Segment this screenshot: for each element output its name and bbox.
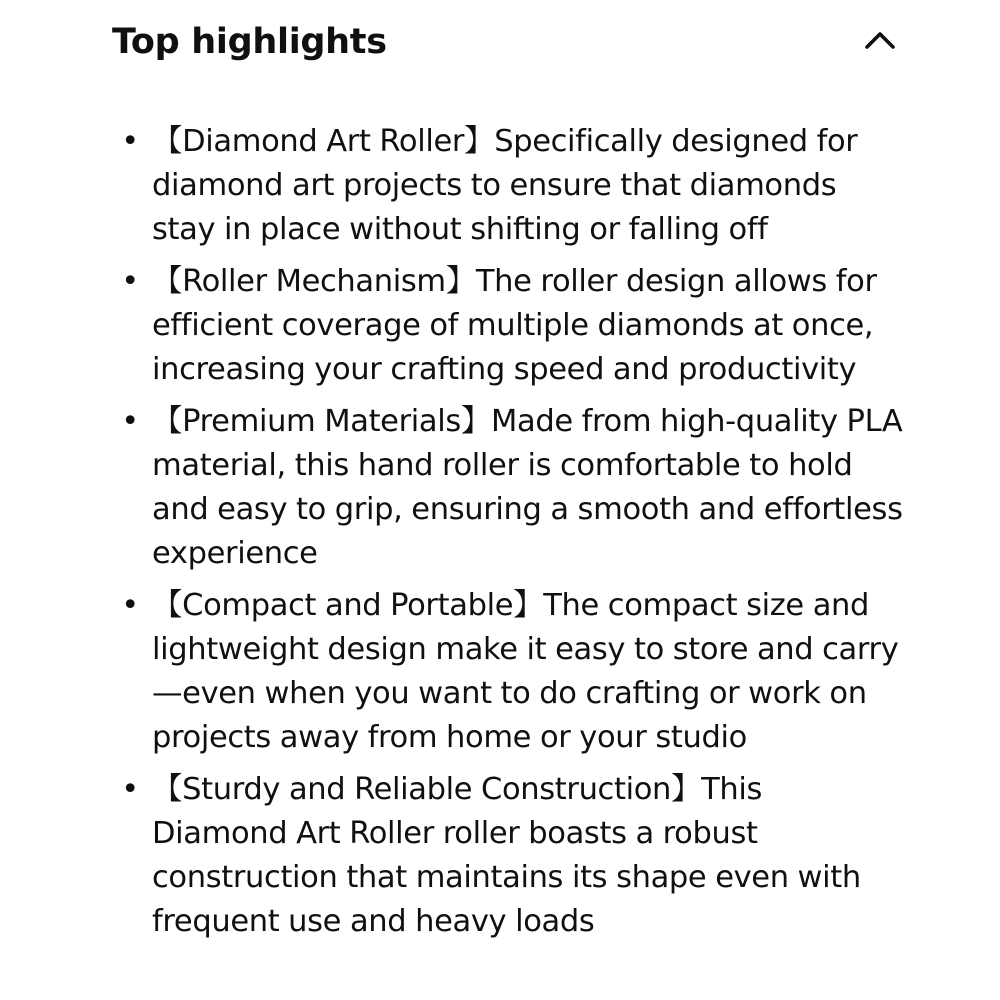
- highlights-header: [112, 14, 902, 70]
- bullet-icon: •: [121, 124, 139, 159]
- list-item: [0, 120, 1000, 252]
- highlights-list: [0, 120, 1000, 952]
- list-item: [0, 400, 1000, 576]
- bullet-icon: •: [121, 404, 139, 439]
- bullet-icon: •: [121, 264, 139, 299]
- bullet-icon: •: [121, 772, 139, 807]
- highlight-text: 【Roller Mechanism】The roller design allows for efficient coverage of multiple diamonds at once, increasing your crafting speed and productivity: [152, 264, 877, 387]
- bullet-icon: •: [121, 588, 139, 623]
- chevron-up-icon: [863, 29, 897, 51]
- list-item: [0, 260, 1000, 392]
- list-item: [0, 584, 1000, 760]
- section-title: Top highlights: [112, 22, 387, 62]
- highlight-text: 【Diamond Art Roller】Specifically designed for diamond art projects to ensure that diamonds stay in place without shifting or falling off: [152, 124, 858, 247]
- collapse-button[interactable]: [858, 18, 902, 62]
- highlight-text: 【Premium Materials】Made from high-quality PLA material, this hand roller is comfortable to hold and easy to grip, ensuring a smooth and effortless experience: [152, 404, 903, 571]
- list-item: [0, 768, 1000, 944]
- highlight-text: 【Sturdy and Reliable Construction】This Diamond Art Roller roller boasts a robust construction that maintains its shape even with frequent use and heavy loads: [152, 772, 861, 939]
- highlight-text: 【Compact and Portable】The compact size and lightweight design make it easy to store and carry—even when you want to do crafting or work on projects away from home or your studio: [152, 588, 899, 755]
